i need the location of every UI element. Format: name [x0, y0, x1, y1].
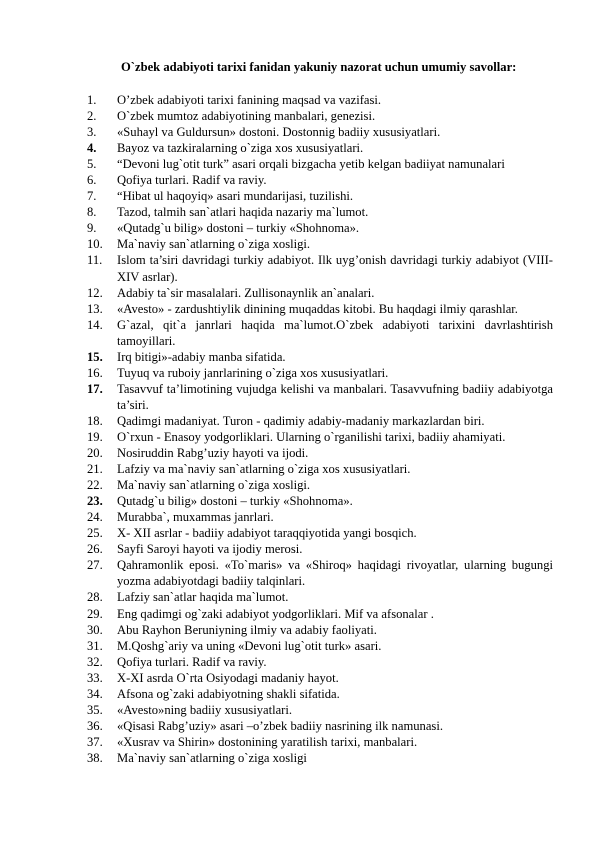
question-text: Abu Rayhon Beruniyning ilmiy va adabiy faoliyati. — [117, 622, 377, 637]
question-text: Tazod, talmih san`atlari haqida nazariy ma`lumot. — [117, 205, 369, 220]
question-number: 21. — [87, 462, 103, 477]
question-text: Murabba`, muxammas janrlari. — [117, 510, 274, 525]
question-item — [87, 461, 553, 477]
question-number: 34. — [87, 686, 103, 701]
question-text: Adabiy ta`sir masalalari. Zullisonaynlik an`analari. — [117, 285, 375, 300]
question-item — [87, 509, 553, 525]
question-item — [87, 365, 553, 381]
question-text: «Xusrav va Shirin» dostonining yaratilish tarixi, manbalari. — [117, 734, 418, 749]
question-item — [87, 124, 553, 140]
question-item — [87, 638, 553, 654]
question-text: Lafziy va ma`naviy san`atlarning o`ziga xos xususiyatlari. — [117, 462, 411, 477]
question-item — [87, 445, 553, 461]
question-item — [87, 188, 553, 204]
question-number: 8. — [87, 205, 97, 220]
question-number: 31. — [87, 638, 103, 653]
question-item — [87, 654, 553, 670]
question-item — [87, 204, 553, 220]
question-text: X- XII asrlar - badiiy adabiyot taraqqiyotida yangi bosqich. — [117, 526, 417, 541]
question-text: Eng qadimgi og`zaki adabiyot yodgorliklari. Mif va afsonalar . — [117, 606, 434, 621]
question-text: Islom ta’siri davridagi turkiy adabiyot. Ilk uyg’onish davridagi turkiy adabiyot (VIII-XIV asrlar). — [117, 253, 553, 284]
question-item — [87, 317, 553, 349]
question-number: 10. — [87, 237, 103, 252]
question-number: 33. — [87, 670, 103, 685]
question-number: 4. — [87, 141, 97, 156]
question-text: «Suhayl va Guldursun» dostoni. Dostonnig badiiy xususiyatlari. — [117, 125, 441, 140]
question-item — [87, 252, 553, 284]
question-item — [87, 301, 553, 317]
question-number: 24. — [87, 510, 103, 525]
question-text: «Avesto» - zardushtiylik dinining muqaddas kitobi. Bu haqdagi ilmiy qarashlar. — [117, 301, 518, 316]
question-number: 32. — [87, 654, 103, 669]
page-title: O`zbek adabiyoti tarixi fanidan yakuniy nazorat uchun umumiy savollar: — [121, 60, 517, 74]
question-number: 9. — [87, 221, 97, 236]
question-text: M.Qoshg`ariy va uning «Devoni lug`otit turk» asari. — [117, 638, 382, 653]
question-number: 15. — [87, 349, 103, 364]
question-item — [87, 156, 553, 172]
question-text: «Avesto»ning badiiy xususiyatlari. — [117, 702, 293, 717]
question-text: Qahramonlik eposi. «To`maris» va «Shiroq» haqidagi rivoyatlar, ularning bugungi yozma adabiyotdagi badiiy talqinlari. — [117, 558, 553, 589]
question-text: O`zbek mumtoz adabiyotining manbalari, genezisi. — [117, 109, 376, 124]
question-item — [87, 702, 553, 718]
question-text: Nosiruddin Rabg’uziy hayoti va ijodi. — [117, 446, 309, 461]
question-text: Irq bitigi»-adabiy manba sifatida. — [117, 349, 286, 364]
question-text: Ma`naviy san`atlarning o`ziga xosligi. — [117, 237, 311, 252]
question-item — [87, 140, 553, 156]
question-text: «Qutadg`u bilig» dostoni – turkiy «Shohnoma». — [117, 221, 360, 236]
question-number: 5. — [87, 157, 97, 172]
question-number: 29. — [87, 606, 103, 621]
question-item — [87, 236, 553, 252]
question-item — [87, 429, 553, 445]
question-number: 35. — [87, 702, 103, 717]
question-text: Qofiya turlari. Radif va raviy. — [117, 654, 267, 669]
question-text: «Qisasi Rabg’uziy» asari –o’zbek badiiy nasrining ilk namunasi. — [117, 718, 443, 733]
question-item — [87, 670, 553, 686]
question-number: 25. — [87, 526, 103, 541]
question-item — [87, 541, 553, 557]
question-item — [87, 220, 553, 236]
question-item — [87, 477, 553, 493]
question-number: 11. — [87, 253, 103, 268]
question-text: O’zbek adabiyoti tarixi fanining maqsad va vazifasi. — [117, 93, 382, 107]
question-item — [87, 686, 553, 702]
question-item — [87, 349, 553, 365]
question-number: 38. — [87, 750, 103, 765]
question-number: 20. — [87, 446, 103, 461]
question-number: 13. — [87, 301, 103, 316]
question-item — [87, 734, 553, 750]
question-item — [87, 622, 553, 638]
question-text: G`azal, qit`a janrlari haqida ma`lumot.O`zbek adabiyoti tarixini davrlashtirish tamoyillari. — [117, 317, 553, 348]
question-text: O`rxun - Enasoy yodgorliklari. Ularning o`rganilishi tarixi, badiiy ahamiyati. — [117, 429, 506, 444]
question-text: Qofiya turlari. Radif va raviy. — [117, 173, 267, 188]
question-number: 17. — [87, 381, 103, 396]
question-number: 6. — [87, 173, 97, 188]
question-item — [87, 285, 553, 301]
question-text: Qadimgi madaniyat. Turon - qadimiy adabiy-madaniy markazlardan biri. — [117, 413, 485, 428]
question-list — [87, 92, 553, 766]
question-number: 27. — [87, 558, 103, 573]
question-text: Ma`naviy san`atlarning o`ziga xosligi. — [117, 478, 311, 493]
question-text: Bayoz va tazkiralarning o`ziga xos xususiyatlari. — [117, 141, 364, 156]
question-text: Lafziy san`atlar haqida ma`lumot. — [117, 590, 289, 605]
question-number: 30. — [87, 622, 103, 637]
question-item — [87, 381, 553, 413]
question-number: 12. — [87, 285, 103, 300]
question-item — [87, 172, 553, 188]
question-item — [87, 606, 553, 622]
question-text: Tasavvuf ta’limotining vujudga kelishi va manbalari. Tasavvufning badiiy adabiyotga ta’siri. — [117, 381, 553, 412]
question-number: 22. — [87, 478, 103, 493]
question-number: 28. — [87, 590, 103, 605]
question-number: 37. — [87, 734, 103, 749]
question-number: 26. — [87, 542, 103, 557]
question-item — [87, 108, 553, 124]
question-text: Tuyuq va ruboiy janrlarining o`ziga xos xususiyatlari. — [117, 365, 389, 380]
question-text: X-XI asrda O`rta Osiyodagi madaniy hayot. — [117, 670, 339, 685]
question-item — [87, 493, 553, 509]
question-item — [87, 589, 553, 605]
question-item — [87, 750, 553, 766]
question-text: Qutadg`u bilig» dostoni – turkiy «Shohnoma». — [117, 494, 353, 509]
question-number: 7. — [87, 189, 97, 204]
question-item — [87, 525, 553, 541]
question-number: 1. — [87, 93, 97, 107]
question-item — [87, 92, 553, 108]
question-text: Afsona og`zaki adabiyotning shakli sifatida. — [117, 686, 340, 701]
question-item — [87, 413, 553, 429]
question-text: “Devoni lug`otit turk” asari orqali bizgacha yetib kelgan badiiyat namunalari — [117, 157, 505, 172]
question-item — [87, 557, 553, 589]
question-number: 2. — [87, 109, 97, 124]
question-item — [87, 718, 553, 734]
question-number: 23. — [87, 494, 103, 509]
question-number: 3. — [87, 125, 97, 140]
question-text: “Hibat ul haqoyiq» asari mundarijasi, tuzilishi. — [117, 189, 354, 204]
question-number: 14. — [87, 317, 103, 332]
question-text: Ma`naviy san`atlarning o`ziga xosligi — [117, 750, 307, 765]
question-number: 36. — [87, 718, 103, 733]
question-text: Sayfi Saroyi hayoti va ijodiy merosi. — [117, 542, 303, 557]
question-number: 18. — [87, 413, 103, 428]
question-number: 19. — [87, 429, 103, 444]
question-number: 16. — [87, 365, 103, 380]
